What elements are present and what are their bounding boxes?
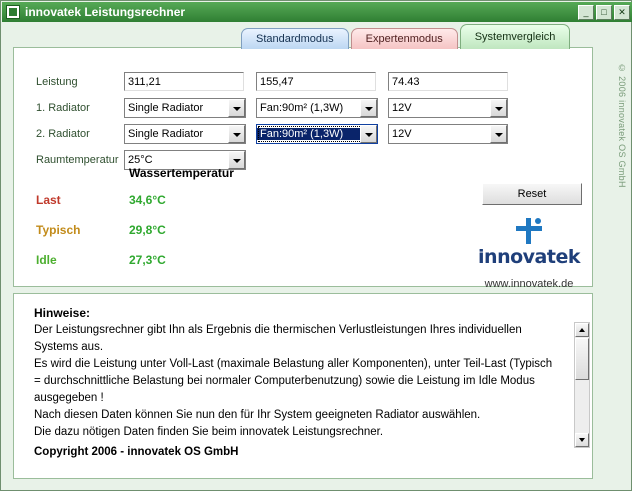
- maximize-icon: □: [601, 6, 607, 17]
- label-leistung: Leistung: [36, 76, 78, 88]
- hints-paragraph: Der Leistungsrechner gibt Ihn als Ergebnis die thermischen Verlustleistungen Ihres individuellen Systems aus.: [34, 324, 522, 353]
- scrollbar-thumb[interactable]: [575, 338, 589, 380]
- scroll-up-icon[interactable]: [575, 323, 589, 337]
- radiator-1-type-select[interactable]: [124, 98, 246, 118]
- side-copyright-text: © 2006 innovatek OS GmbH: [617, 63, 627, 188]
- chevron-down-icon[interactable]: [228, 125, 245, 143]
- main-panel: [13, 47, 593, 290]
- radiator-2-fan-value: Fan:90m² (1,3W): [257, 128, 360, 140]
- result-value-last: 34,6°C: [129, 193, 166, 207]
- result-label-last: Last: [36, 193, 61, 207]
- leistung-input-2[interactable]: [256, 72, 376, 91]
- chevron-down-icon[interactable]: [490, 99, 507, 117]
- copyright-text: Copyright 2006 - innovatek OS GmbH: [34, 446, 239, 458]
- tab-bar: [241, 25, 572, 49]
- chevron-down-icon[interactable]: [228, 99, 245, 117]
- label-raumtemperatur: Raumtemperatur: [36, 154, 119, 166]
- radiator-1-voltage-value: 12V: [392, 102, 412, 114]
- window-titlebar: [2, 2, 632, 22]
- result-value-idle: 27,3°C: [129, 253, 166, 267]
- chevron-down-icon[interactable]: [360, 99, 377, 117]
- result-value-typisch: 29,8°C: [129, 223, 166, 237]
- radiator-2-type-select[interactable]: [124, 124, 246, 144]
- hints-body: [34, 322, 554, 440]
- radiator-1-fan-select[interactable]: [256, 98, 378, 118]
- logo-url: www.innovatek.de: [484, 278, 574, 290]
- close-button[interactable]: [614, 5, 630, 20]
- label-radiator-2: 2. Radiator: [36, 128, 90, 140]
- chevron-down-icon[interactable]: [360, 125, 377, 143]
- hints-paragraph: Es wird die Leistung unter Voll-Last (maximale Belastung aller Komponenten), unter Teil-Last (Typisch = durchschnittliche Belastung bei normaler Computerbenutzung) sowie die Leistung im Idle Modus ausgegeben !: [34, 358, 553, 404]
- results-heading: Wassertemperatur: [129, 166, 234, 180]
- chevron-down-icon[interactable]: [490, 125, 507, 143]
- radiator-2-fan-select[interactable]: [256, 124, 378, 144]
- logo-wordmark: innovatek: [478, 246, 580, 268]
- leistung-input-3[interactable]: [388, 72, 508, 91]
- result-label-idle: Idle: [36, 253, 57, 267]
- label-radiator-1: 1. Radiator: [36, 102, 90, 114]
- tab-standardmodus[interactable]: Standardmodus: [241, 28, 349, 49]
- radiator-2-voltage-select[interactable]: [388, 124, 508, 144]
- result-label-typisch: Typisch: [36, 223, 81, 237]
- hints-panel: [13, 293, 593, 479]
- radiator-1-type-value: Single Radiator: [128, 102, 204, 114]
- scroll-down-icon[interactable]: [575, 433, 589, 447]
- window-title: innovatek Leistungsrechner: [25, 5, 186, 19]
- leistung-input-1[interactable]: [124, 72, 244, 91]
- minimize-button[interactable]: [578, 5, 594, 20]
- minimize-icon: _: [583, 6, 589, 17]
- tab-expertenmodus[interactable]: Expertenmodus: [351, 28, 458, 49]
- maximize-button[interactable]: [596, 5, 612, 20]
- hints-paragraph: Nach diesen Daten können Sie nun den für Ihr System geeigneten Radiator auswählen.: [34, 409, 481, 421]
- raumtemperatur-value: 25°C: [128, 154, 153, 166]
- close-icon: ✕: [618, 6, 626, 17]
- hints-paragraph: Die dazu nötigen Daten finden Sie beim innovatek Leistungsrechner.: [34, 426, 384, 438]
- hints-title: Hinweise:: [34, 306, 91, 320]
- innovatek-logo-mark-icon: [516, 218, 542, 244]
- app-icon: [6, 5, 20, 19]
- reset-button[interactable]: Reset: [482, 183, 582, 205]
- radiator-1-fan-value: Fan:90m² (1,3W): [260, 102, 344, 114]
- tab-systemvergleich[interactable]: Systemvergleich: [460, 24, 571, 49]
- radiator-2-type-value: Single Radiator: [128, 128, 204, 140]
- hints-scrollbar[interactable]: [574, 322, 590, 448]
- radiator-2-voltage-value: 12V: [392, 128, 412, 140]
- radiator-1-voltage-select[interactable]: [388, 98, 508, 118]
- innovatek-logo: [454, 218, 604, 290]
